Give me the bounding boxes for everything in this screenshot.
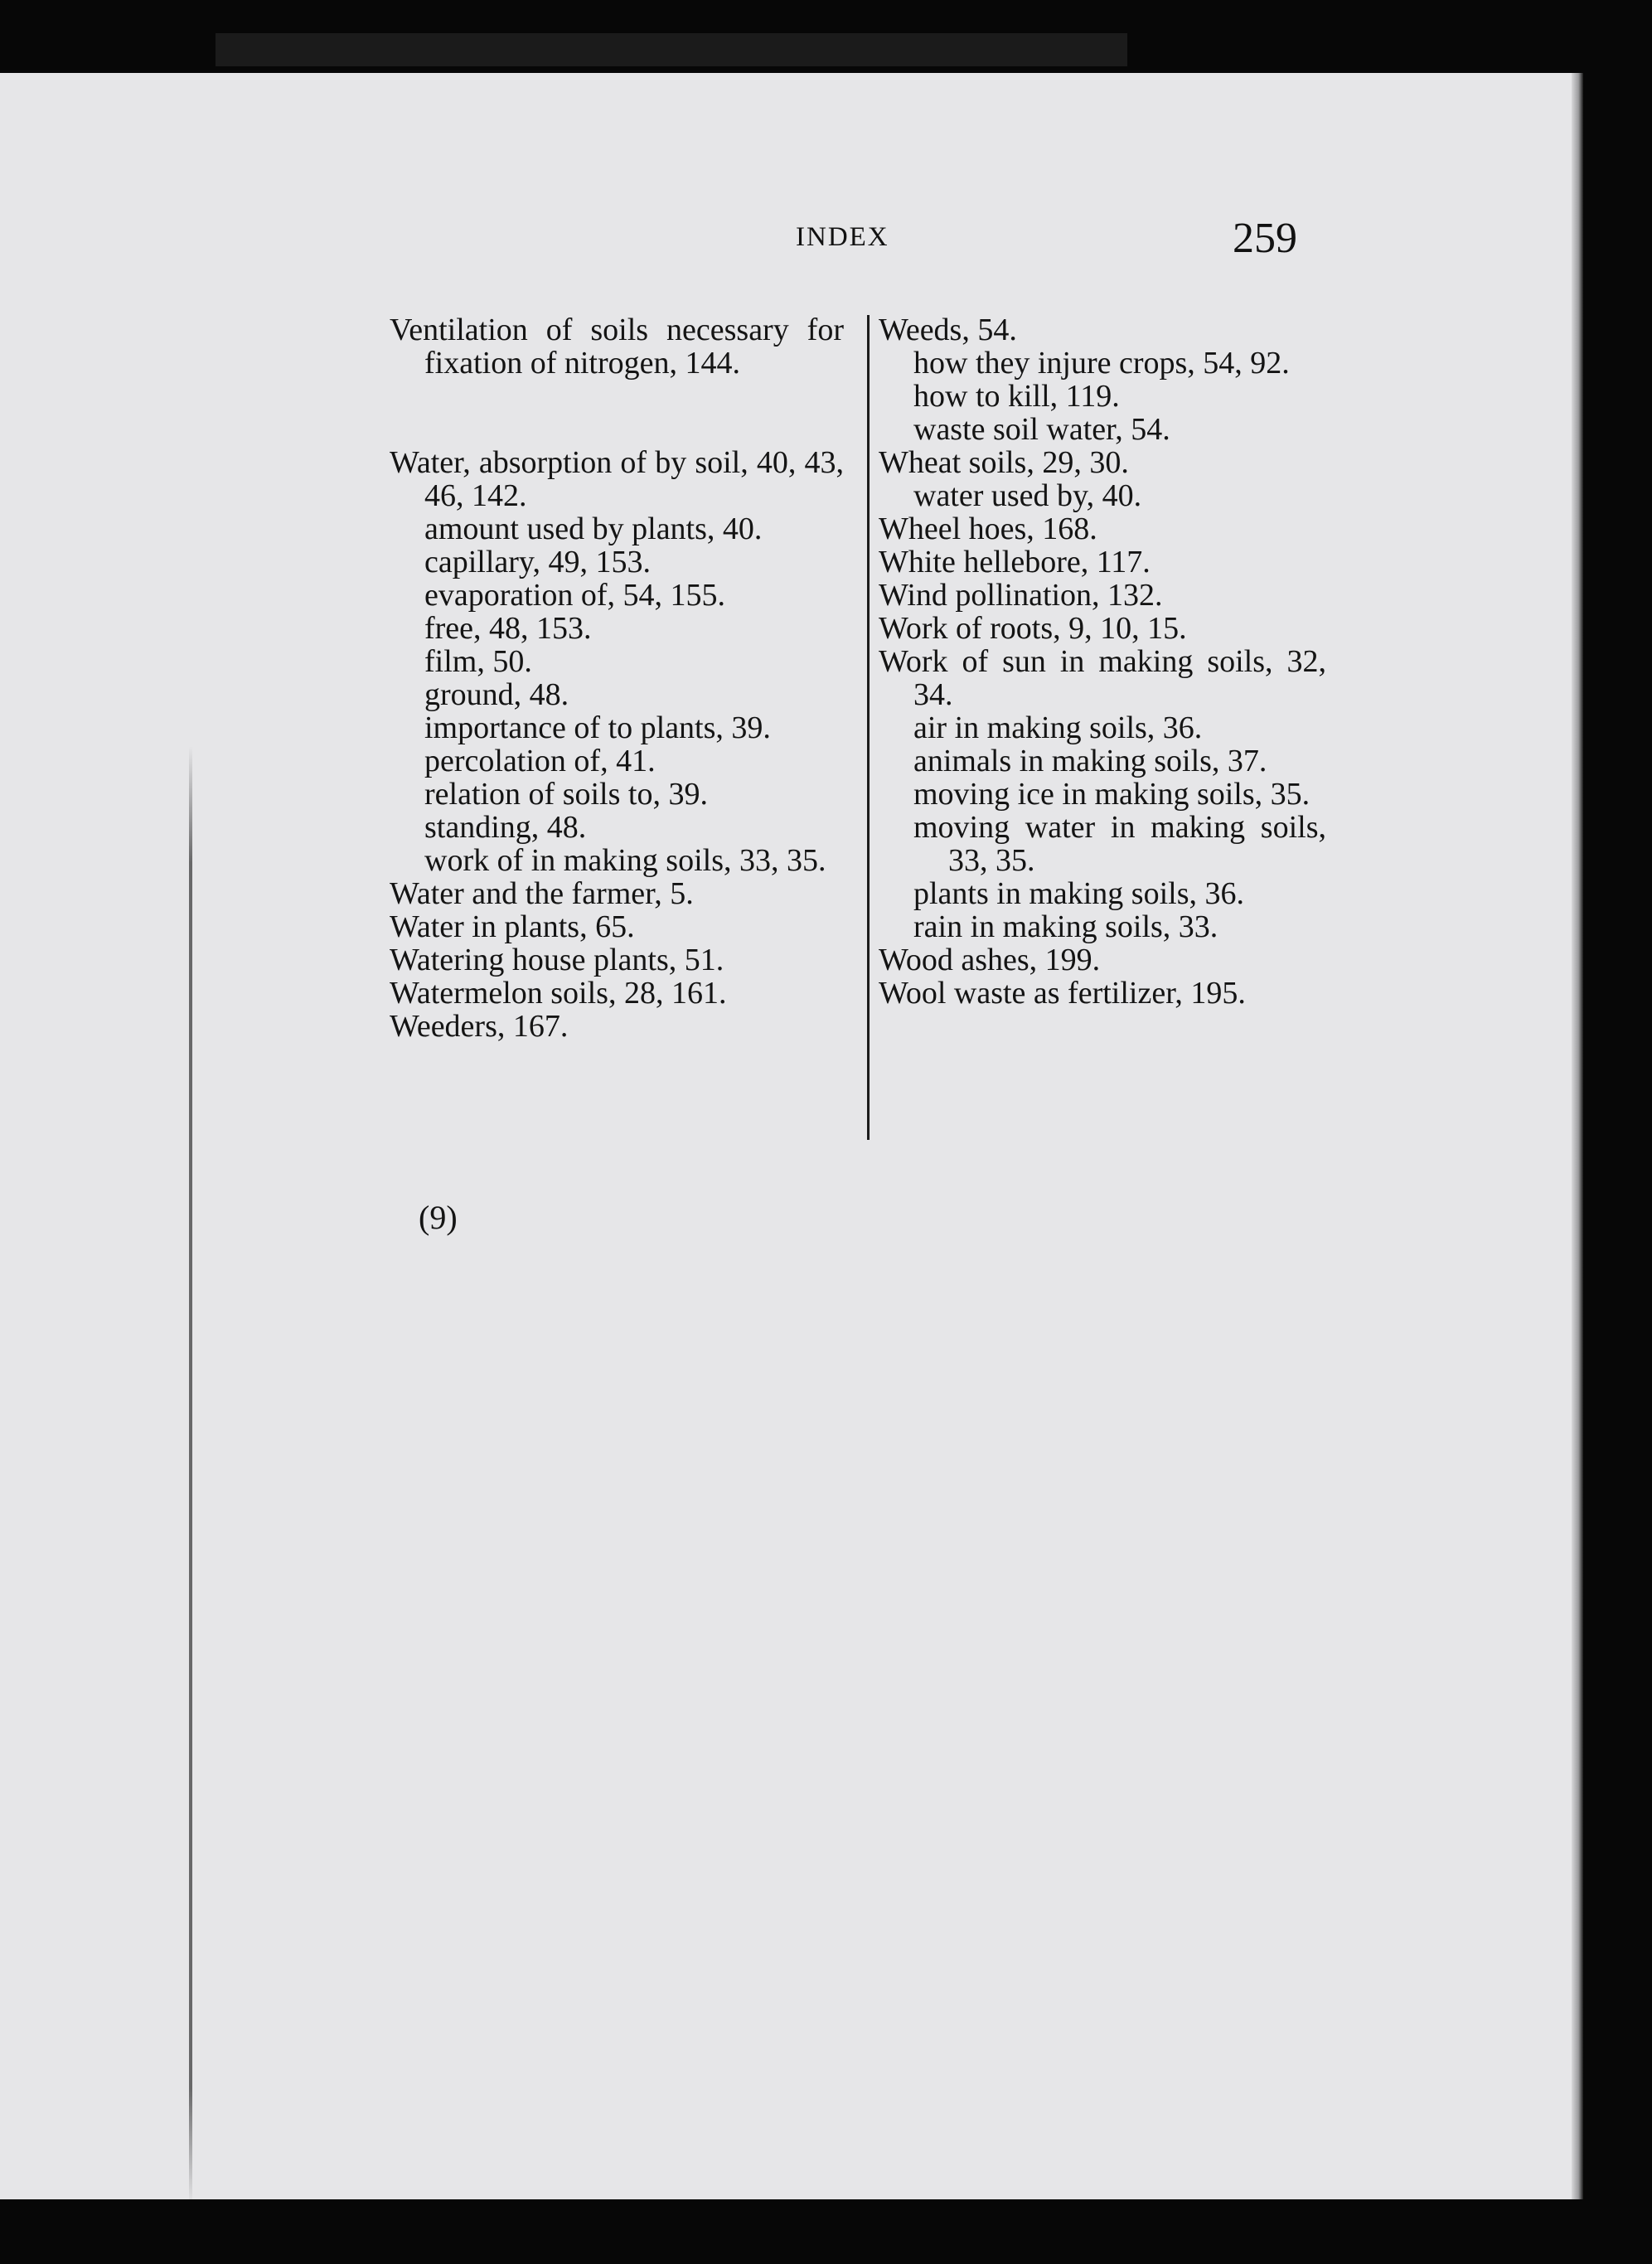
index-subentry: rain in making soils, 33. [913,909,1218,944]
index-entry: Weeders, 167. [390,1009,569,1044]
index-entry: Watering house plants, 51. [390,943,724,977]
index-entry: Water in plants, 65. [390,909,635,944]
index-entry: Weeds, 54. [879,313,1017,347]
running-head: INDEX [796,222,889,252]
index-subentry: film, 50. [424,644,532,679]
page-header [0,214,1652,264]
scan-border [216,33,1127,66]
index-entry: Work of sun in making soils, 32, 34. [879,644,1326,712]
index-entry: Water, absorption of by soil, 40, 43, 46, 142. [390,445,844,513]
index-subentry: ground, 48. [424,677,569,712]
index-subentry: how to kill, 119. [913,379,1120,414]
page-number: 259 [1233,215,1297,262]
index-subentry: water used by, 40. [913,478,1142,513]
index-subentry: animals in making soils, 37. [913,744,1267,778]
index-entry: Work of roots, 9, 10, 15. [879,611,1187,646]
signature-mark: (9) [419,1199,458,1236]
index-subentry: air in making soils, 36. [913,710,1203,745]
index-column-right [879,313,1326,1010]
index-subentry: relation of soils to, 39. [424,777,708,812]
index-subentry: work of in making soils, 33, 35. [424,843,826,878]
index-entry: Wood ashes, 199. [879,943,1101,977]
index-subentry: free, 48, 153. [424,611,592,646]
index-subentry: moving water in making soils, 33, 35. [913,810,1326,878]
index-entry: White hellebore, 117. [879,545,1151,579]
index-column-left [390,313,844,1043]
index-entry: Watermelon soils, 28, 161. [390,976,727,1011]
index-subentry: capillary, 49, 153. [424,545,651,579]
column-rule [867,315,870,1140]
index-subentry: importance of to plants, 39. [424,710,771,745]
index-subentry: moving ice in making soils, 35. [913,777,1310,812]
index-entry: Wool waste as fertilizer, 195. [879,976,1246,1011]
index-entry: Wheat soils, 29, 30. [879,445,1129,480]
index-entry: Water and the farmer, 5. [390,876,694,911]
entry-gap [390,380,844,446]
index-entry: Ventilation of soils necessary for fixation of nitrogen, 144. [390,313,844,381]
index-subentry: evaporation of, 54, 155. [424,578,726,613]
page-edge [1572,73,1583,2199]
index-entry: Wind pollination, 132. [879,578,1163,613]
index-subentry: waste soil water, 54. [913,412,1170,447]
binding-gutter [189,746,192,2205]
index-subentry: percolation of, 41. [424,744,656,778]
index-subentry: standing, 48. [424,810,587,845]
index-subentry: amount used by plants, 40. [424,511,763,546]
index-subentry: plants in making soils, 36. [913,876,1244,911]
index-entry: Wheel hoes, 168. [879,511,1097,546]
index-subentry: how they injure crops, 54, 92. [913,346,1290,381]
